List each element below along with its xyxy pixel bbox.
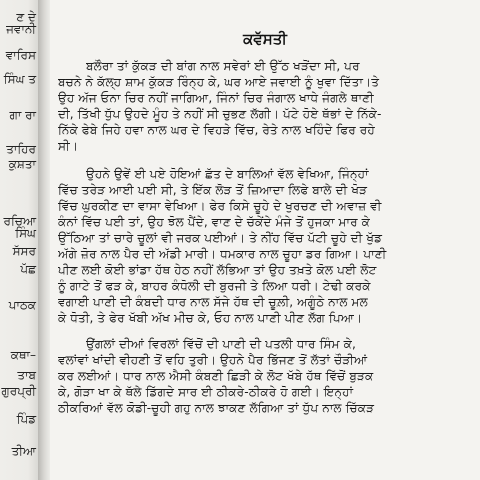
body-text-line: ਉਹ ਅੱਜ ਓਨਾ ਚਿਰ ਨਹੀਂ ਜਾਗਿਆ, ਜਿੰਨਾਂ ਚਿਰ ਜੰਗਾਲ ਖਾਧੇ ਜੰਗਲੇ ਥਾਣੀ (58, 91, 374, 105)
body-text-line: ਵਗਾਈ ਪਾਣੀ ਦੀ ਕੰਬਦੀ ਧਾਰ ਨਾਲ ਸੱਜੇ ਹੱਥ ਦੀ ਚੂਲ਼ੀ, ਅਗੂੰਠੇ ਨਾਲ ਮਲ (58, 295, 368, 309)
left-page-text-line: ਰਚਿਆ (3, 214, 36, 228)
left-page-text-line: ਗਾ ਰਾ (9, 108, 36, 122)
body-text-line: ਕੰਨਾਂ ਵਿੱਚ ਪਈ ਤਾਂ, ਉਹ ਝੋਲ ਪੈਂਦੇ, ਵਾਣ ਦੇ ਚੱਕੇਂਦੇ ਮੰਜੇ ਤੋਂ ਹੁਜਕਾ ਮਾਰ ਕੇ (58, 215, 370, 229)
left-page-text-line: ਜਵਾਨੀ (6, 22, 36, 36)
left-page-text-line: ਪੱਛ (20, 262, 36, 276)
body-text-line: ਅੱਗੇ ਜ਼ੋਰ ਨਾਲ ਪੈਰ ਦੀ ਅੱਡੀ ਮਾਰੀ। ਧਮਕਾਰ ਨਾਲ ਚੂਹਾ ਡਰ ਗਿਆ। ਪਾਣੀ (58, 247, 387, 261)
body-text-line: ਬਚਨੇ ਨੇ ਕੱਲ੍ਹ ਸ਼ਾਮ ਕੁੱਕੜ ਰਿੰਨ੍ਹ ਕੇ, ਘਰ ਆਏ ਜਵਾਈ ਨੂੰ ਖੁਵਾ ਦਿੱਤਾ।ਤੇ (58, 75, 380, 89)
left-page-text-line: ਪਿੰਡ (16, 412, 36, 426)
left-page-text-line: ਸੱਸਰ (12, 244, 36, 258)
paragraph-first-line: ਉਂਗਲਾਂ ਦੀਆਂ ਵਿਰਲਾਂ ਵਿੱਚੋਂ ਦੀ ਪਾਣੀ ਦੀ ਪਤਲੀ ਧਾਰ ਸਿੰਮ ਕੇ, (86, 337, 356, 351)
left-page-text-line: ਤੀਆ (11, 444, 36, 458)
body-text-line: ਕਰ ਲਈਆਂ। ਧਾਰ ਨਾਲ ਐਸੀ ਕੰਬਣੀ ਛਿੜੀ ਕੇ ਲੋਟ ਖੱਬੇ ਹੱਥ ਵਿੱਚੋਂ ਬੁੜਕ (58, 369, 374, 383)
left-page-text-line: ਤਾਬ (17, 368, 36, 382)
paragraph-first-line: ਉਹਨੇ ਉਵੇਂ ਈ ਪਏ ਹੋਇਆਂ ਛੱਤ ਦੇ ਬਾਲਿਆਂ ਵੱਲ ਵੇਖਿਆ, ਜਿੰਨ੍ਹਾਂ (86, 167, 369, 181)
left-page-text-line: ਤਾਹਿਰ (6, 142, 36, 156)
body-text-line: ਉੱਠਿਆ ਤਾਂ ਚਾਰੇ ਚੂਲਾਂ ਵੀ ਜਰਕ ਪਈਆਂ। ਤੇ ਨੀਂਹ ਵਿੱਚ ਪੱਟੀ ਚੂਹੇ ਦੀ ਖੁੱਡ (58, 231, 383, 245)
left-page-text-line: ਵਾਰਿਸ (5, 48, 36, 62)
page-title: ਕਵੱਸਤੀ (243, 30, 287, 48)
left-page-text-line: ਗੁਰਪ੍ਰੀ (1, 384, 36, 398)
body-text-line: ਵਲਾਂਵਾਂ ਖਾਂਦੀ ਵੀਹਣੀ ਤੋਂ ਵਹਿ ਤੁਰੀ। ਉਹਨੇ ਪੈਰ ਭਿੱਜਣ ਤੋਂ ਲੱਤਾਂ ਚੌੜੀਆਂ (58, 353, 368, 367)
left-page-text-line: ਕੁਸ਼ਤਾ (8, 157, 36, 171)
body-text-line: ਸੀ। (58, 139, 79, 153)
body-text-line: ਪੀਣ ਲਈ ਕੋਈ ਭਾਂਡਾ ਹੱਥ ਹੇਠ ਨਹੀਂ ਲੱਭਿਆ ਤਾਂ ਉਹ ਤਖ਼ਤੇ ਕੋਲ ਪਈ ਲੋਟ (58, 263, 377, 277)
body-text-line: ਕੇ, ਗੋੜਾ ਖਾ ਕੇ ਥੱਲੇ ਡਿੱਗਦੇ ਸਾਰ ਈ ਠੀਕਰੇ-ਠੀਕਰੇ ਹੋ ਗਈ। ਇਨ੍ਹਾਂ (58, 385, 354, 399)
left-page-text-line: ਪਾਠਕ (8, 298, 36, 312)
left-facing-page (0, 0, 40, 480)
left-page-text-line: ਸਿੰਘ ਤ (3, 72, 36, 86)
body-text-line: ਦੀ, ਤਿੱਖੀ ਧੁੱਪ ਉਹਦੇ ਮੂੰਹ ਤੇ ਨਹੀਂ ਸੀ ਚੁਭਣ ਲੱਗੀ। ਪੱਟੇ ਹੋਏ ਥੱਭਾਂ ਦੇ ਨਿੱਕੇ- (58, 107, 382, 121)
body-text-line: ਠੀਕਰਿਆਂ ਵੱਲ ਕੋਡੀ-ਚੂਹੀ ਗਹੁ ਨਾਲ ਝਾਕਣ ਲੱਗਿਆ ਤਾਂ ਧੁੱਪ ਨਾਲ ਚਿੱਕੜ (58, 401, 375, 415)
right-page (50, 0, 480, 480)
left-page-text-line: ਕਥਾ– (10, 348, 36, 362)
body-text-line: ਵਿੱਚ ਘੁਰਕੀਣ ਦਾ ਵਾਸਾ ਵੇਖਿਆ। ਫੇਰ ਕਿਸੇ ਚੂਹੇ ਦੇ ਖੁਰਚਣ ਦੀ ਅਵਾਜ਼ ਵੀ (58, 199, 382, 213)
body-text-line: ਵਿੱਚ ਤਰੇੜ ਆਈ ਪਈ ਸੀ, ਤੇ ਇੱਕ ਲੋੜ ਤੋਂ ਜ਼ਿਆਦਾ ਲਿਫੇ ਬਾਲੇ ਦੀ ਖੋੜ (58, 183, 368, 197)
left-page-text-line: ਸਿੰਘ (15, 226, 36, 240)
paragraph-first-line: ਬਲੌਰਾ ਤਾਂ ਕੁੱਕੜ ਦੀ ਬਾਂਗ ਨਾਲ ਸਵੇਰਾਂ ਈ ਉੱਠ ਖੜੋਂਦਾ ਸੀ, ਪਰ (86, 59, 360, 73)
body-text-line: ਨਿੱਕੇ ਫੇਬੇ ਜਿਹੇ ਹਵਾ ਨਾਲ ਘਰ ਦੇ ਵਿਹੜੇ ਵਿੱਚ, ਰੇਤੇ ਨਾਲ ਖਹਿੰਦੇ ਫਿਰ ਰਹੇ (58, 123, 375, 137)
left-page-text-line: ਣ ਦੇ (16, 10, 36, 24)
body-text-line: ਕੇ ਧੋਤੀ, ਤੇ ਫੇਰ ਖੱਬੀ ਅੱਖ ਮੀਚ ਕੇ, ਓਹ ਨਾਲ ਪਾਣੀ ਪੀਣ ਲੱਗ ਪਿਆ। (58, 311, 363, 325)
body-text-line: ਨੂੰ ਗਾਟੇ ਤੋਂ ਫੜ ਕੇ, ਬਾਹਰ ਕੰਧੋਲੀ ਦੀ ਬੁਰਜੀ ਤੇ ਲਿਆ ਧਰੀ। ਟੇਢੀ ਕਰਕੇ (58, 279, 371, 293)
